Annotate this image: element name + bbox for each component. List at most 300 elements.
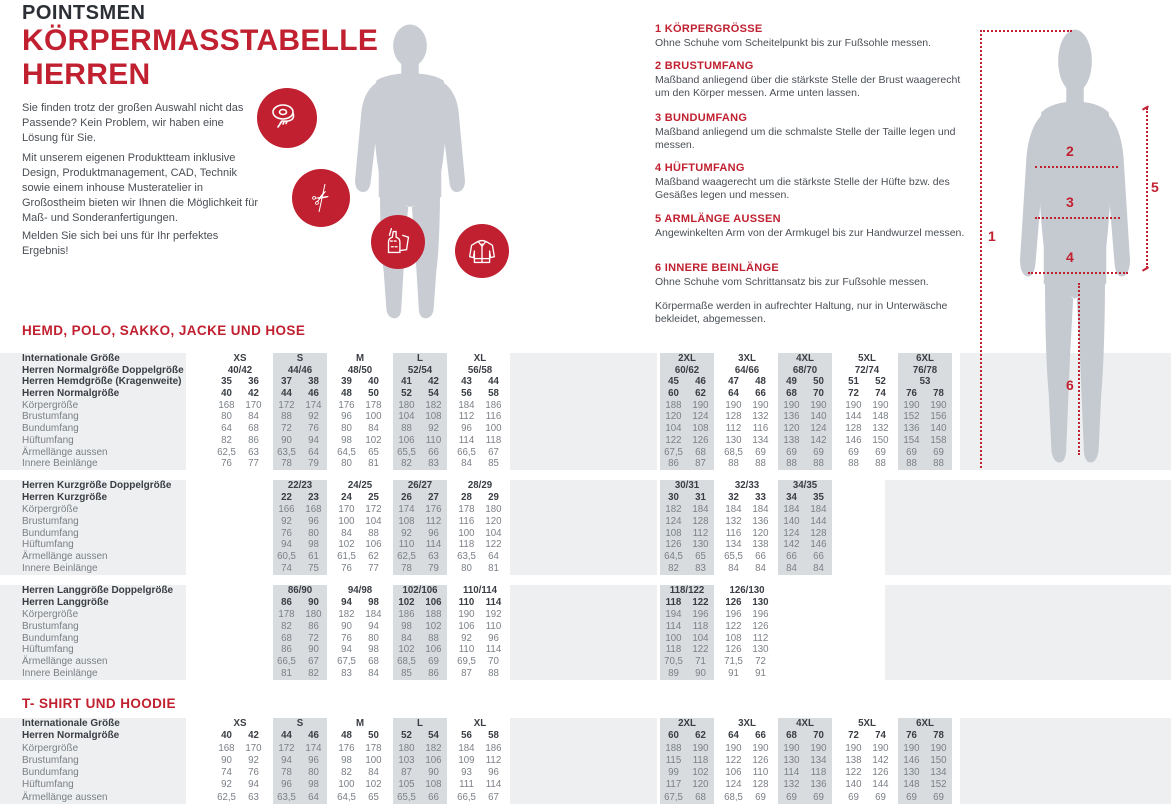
table-cell [393,504,447,516]
table-cell [453,609,507,621]
table-value: 122 [665,434,682,446]
table-value: 84 [461,458,472,470]
table-row-label: Hüftumfang [22,539,74,551]
table-cell: 34/35 [792,480,818,491]
table-cell [840,435,894,447]
table-cell [720,504,774,516]
table-cell [720,668,774,680]
table-cell [333,458,387,470]
table-value: 100 [365,754,382,766]
table-value: 184 [783,503,800,515]
table-value: 86 [281,596,292,608]
table-cell [720,792,774,804]
table-value: 69,5 [457,656,476,668]
table-value: 190 [458,608,475,620]
table-value: 82 [341,767,352,779]
table-value: 69 [848,791,859,803]
table-value: 120 [485,515,502,527]
table-cell [393,539,447,551]
table-value: 84 [248,411,259,423]
table-size-column [333,585,387,680]
table-value: 83 [428,458,439,470]
table-value: 79 [308,458,319,470]
table-cell [778,423,832,435]
table-size-column [660,353,714,470]
table-cell [660,551,714,563]
table-value: 98 [341,434,352,446]
table-value: 66 [755,551,766,563]
table-value: 184 [692,503,709,515]
table-value: 37 [281,376,292,388]
table-size-column [778,718,832,804]
instruction-text: Maßband waagerecht um die stärkste Stelle der Hüfte bzw. des Gesäßes legen und messen. [655,176,950,201]
table-size-column [213,353,267,470]
table-cell [660,743,714,755]
table-cell: 118/122 [669,585,705,596]
table-cell [660,423,714,435]
table-size-column [660,585,714,680]
table-cell [840,458,894,470]
table-size-column [273,353,327,470]
table-value: 69 [813,446,824,458]
table-value: 166 [278,503,295,515]
table-row-label: Herren Kurzgröße Doppelgröße [22,480,172,491]
table-value: 64 [488,551,499,563]
table-size-column [333,353,387,470]
table-value: 68 [695,791,706,803]
table-value: 86 [281,644,292,656]
table-value: 69 [848,446,859,458]
table-cell [660,492,714,504]
table-cell [393,458,447,470]
table-value: 114 [485,779,502,791]
table-value: 94 [308,434,319,446]
table-value: 174 [305,399,322,411]
table-value: 54 [428,730,439,742]
table-value: 196 [692,608,709,620]
table-cell [453,668,507,680]
table-value: 50 [368,388,379,400]
table-value: 126 [872,767,889,779]
table-cell: 40/42 [227,364,253,376]
table-value: 86 [668,458,679,470]
table-value: 152 [930,779,947,791]
table-cell: 72/74 [854,364,880,376]
table-cell [333,609,387,621]
table-value: 100 [338,779,355,791]
table-cell [333,528,387,540]
table-cell: 60/62 [674,364,700,376]
table-cell [213,767,267,779]
table-value: 42 [248,388,259,400]
table-value: 69 [755,446,766,458]
table-value: 100 [458,527,475,539]
table-value: 100 [338,515,355,527]
table-cell [453,656,507,668]
measure-line-height [980,30,982,468]
table-label-column [0,353,240,470]
table-size-column [720,353,774,470]
table-value: 75 [308,563,319,575]
table-cell [333,400,387,412]
table-value: 29 [488,491,499,503]
table-value: 76 [248,767,259,779]
table-cell: 3XL [738,353,756,364]
table-value: 85 [488,458,499,470]
table-value: 88 [755,458,766,470]
table-cell [720,376,774,388]
table-value: 88 [786,458,797,470]
table-row-label: Brustumfang [22,754,79,766]
table-cell [720,644,774,656]
table-value: 104 [485,527,502,539]
table-value: 132 [752,411,769,423]
instruction-title: 2 BRUSTUMFANG [655,60,754,72]
table-cell [898,447,952,459]
table-value: 170 [245,742,262,754]
table-cell [660,376,714,388]
measure-line-hip [1028,272,1128,274]
instruction-title: 6 INNERE BEINLÄNGE [655,262,779,274]
table-value: 112 [752,632,769,644]
table-cell [720,411,774,423]
table-value: 31 [695,491,706,503]
table-cell [720,633,774,645]
table-cell [273,563,327,575]
table-value: 188 [665,742,682,754]
table-value: 134 [810,754,827,766]
table-cell: 44/46 [287,364,313,376]
table-cell [720,656,774,668]
table-value: 144 [845,411,862,423]
table-value: 184 [365,608,382,620]
table-cell [393,423,447,435]
table-cell [453,400,507,412]
table-value: 83 [341,668,352,680]
table-value: 80 [308,527,319,539]
table-value: 67,5 [664,446,683,458]
table-value: 48 [341,730,352,742]
table-cell [660,730,714,742]
table-value: 86 [248,434,259,446]
table-value: 84 [728,563,739,575]
table-row-label: Herren Normalgröße [22,730,120,742]
table-cell [393,516,447,528]
table-value: 82 [308,668,319,680]
table-cell [393,528,447,540]
table-value: 33 [755,491,766,503]
table-value: 88 [281,411,292,423]
table-cell [333,551,387,563]
table-cell [453,779,507,791]
table-cell [660,528,714,540]
table-value: 80 [368,632,379,644]
table-value: 88 [368,527,379,539]
table-band [885,480,1171,575]
table-value: 84 [341,527,352,539]
table-value: 92 [221,779,232,791]
table-cell [660,388,714,400]
table-cell [393,656,447,668]
table-value: 70 [488,656,499,668]
table-cell: 6XL [916,718,934,729]
table-size-column [453,585,507,680]
table-value: 190 [810,399,827,411]
table-value: 26 [401,491,412,503]
table-cell [453,492,507,504]
table-label-column [0,718,240,804]
table-value: 35 [221,376,232,388]
table-value: 76 [221,458,232,470]
table-size-column [333,718,387,804]
table-cell [273,668,327,680]
instruction-text: Maßband anliegend über die stärkste Stelle der Brust waagerecht um den Körper messen. Arme unten lassen. [655,74,961,99]
table-cell [840,730,894,742]
table-cell [333,792,387,804]
table-cell [213,730,267,742]
table-value: 190 [845,742,862,754]
table-title: T- SHIRT UND HOODIE [22,696,176,711]
table-value: 52 [401,730,412,742]
table-cell [213,376,267,388]
table-value: 190 [783,742,800,754]
table-value: 102 [425,620,442,632]
table-value: 46 [308,388,319,400]
table-cell [720,516,774,528]
table-cell [660,668,714,680]
table-cell [393,633,447,645]
table-value: 111 [459,779,474,791]
table-cell [453,458,507,470]
table-value: 49 [786,376,797,388]
table-label-column [0,480,240,575]
table-value: 38 [308,376,319,388]
table-cell [778,551,832,563]
table-value: 70,5 [664,656,683,668]
instruction-item [655,213,977,240]
table-value: 74 [875,730,886,742]
table-value: 190 [783,399,800,411]
table-value: 122 [692,644,709,656]
table-value: 94 [368,620,379,632]
table-value: 67 [308,656,319,668]
table-cell [273,551,327,563]
table-value: 100 [665,632,682,644]
table-value: 43 [461,376,472,388]
table-cell [273,755,327,767]
table-value: 78 [281,767,292,779]
table-cell: 5XL [858,718,876,729]
table-value: 188 [665,399,682,411]
table-cell [898,779,952,791]
table-value: 114 [458,434,475,446]
table-value: 44 [488,376,499,388]
table-cell: 52/54 [407,364,433,376]
table-value: 87 [695,458,706,470]
page-title-line2: HERREN [22,58,151,91]
table-cell [333,435,387,447]
table-cell [333,388,387,400]
table-value: 98 [308,779,319,791]
table-value: 63 [248,446,259,458]
table-value: 62,5 [397,551,416,563]
table-cell [720,492,774,504]
table-cell [273,539,327,551]
table-value: 98 [308,539,319,551]
table-value: 68 [786,730,797,742]
table-value: 40 [221,388,232,400]
table-value: 108 [692,423,709,435]
table-block [0,353,1171,470]
measure-line-head-connector [980,30,1072,32]
table-band [960,718,1171,804]
table-value: 50 [813,376,824,388]
table-size-column [393,585,447,680]
table-size-column [660,718,714,804]
table-value: 170 [245,399,262,411]
table-value: 146 [810,539,827,551]
table-cell [660,400,714,412]
table-cell [273,492,327,504]
instruction-title: 5 ARMLÄNGE AUSSEN [655,213,781,225]
table-cell [720,423,774,435]
table-cell [213,743,267,755]
table-cell [333,644,387,656]
table-value: 172 [278,399,295,411]
table-value: 128 [810,527,827,539]
table-cell [778,743,832,755]
table-value: 68 [248,423,259,435]
table-value: 110 [752,767,769,779]
table-value: 82 [281,620,292,632]
table-value: 106 [398,434,415,446]
table-value: 54 [428,388,439,400]
table-value: 69 [813,791,824,803]
table-value: 190 [692,742,709,754]
table-value: 118 [665,596,682,608]
feature-circle [292,169,350,227]
table-cell [778,504,832,516]
table-value: 138 [783,434,800,446]
table-value: 110 [458,596,475,608]
table-cell [660,633,714,645]
table-value: 120 [665,411,682,423]
table-value: 69 [786,791,797,803]
table-cell [273,435,327,447]
table-cell [720,539,774,551]
table-cell [213,779,267,791]
table-cell [333,656,387,668]
table-value: 68 [281,632,292,644]
table-value: 136 [903,423,920,435]
table-row-label: Ärmellänge aussen [22,551,108,563]
table-cell [660,458,714,470]
table-cell [840,411,894,423]
table-value: 108 [665,527,682,539]
table-value: 178 [278,608,295,620]
table-value: 186 [485,742,502,754]
table-value: 126 [665,539,682,551]
table-value: 122 [845,767,862,779]
table-value: 108 [425,411,442,423]
table-cell: 4XL [796,718,814,729]
table-value: 65,5 [724,551,743,563]
table-value: 80 [221,411,232,423]
figure-marker-2: 2 [1066,143,1074,159]
table-value: 36 [248,376,259,388]
measurement-body-silhouette [1000,26,1150,468]
table-value: 69 [906,446,917,458]
table-value: 80 [461,563,472,575]
table-cell: M [355,353,365,364]
table-value: 124 [810,423,827,435]
table-band [510,718,657,804]
table-value: 76 [308,423,319,435]
table-value: 40 [368,376,379,388]
sewing-pattern-icon [379,223,417,261]
table-value: 196 [725,608,742,620]
table-value: 140 [783,515,800,527]
table-value: 66,5 [457,791,476,803]
table-cell [333,621,387,633]
table-value: 109 [458,754,475,766]
table-cell [898,400,952,412]
table-value: 126 [725,644,742,656]
table-value: 63,5 [457,551,476,563]
table-value: 190 [725,742,742,754]
table-value: 182 [425,399,442,411]
table-block [0,480,1171,575]
table-cell [273,458,327,470]
table-value: 126 [692,434,709,446]
table-value: 110 [425,434,442,446]
table-value: 178 [365,742,382,754]
svg-text:✂: ✂ [307,184,335,213]
table-value: 130 [692,539,709,551]
figure-marker-5: 5 [1151,179,1159,195]
table-cell [898,730,952,742]
table-value: 78 [933,388,944,400]
table-cell [453,597,507,609]
table-size-column [660,480,714,575]
table-cell [840,779,894,791]
table-value: 138 [752,539,769,551]
table-value: 65 [695,551,706,563]
table-cell: 68/70 [792,364,818,376]
table-block [0,585,1171,680]
table-value: 51 [848,376,859,388]
table-value: 136 [810,779,827,791]
table-value: 66 [755,388,766,400]
table-row-label: Herren Langgröße [22,596,109,608]
table-value: 174 [398,503,415,515]
table-cell [720,609,774,621]
table-cell [393,730,447,742]
table-size-column [453,353,507,470]
table-value: 120 [752,527,769,539]
table-size-column [898,718,952,804]
table-value: 124 [692,411,709,423]
table-value: 122 [725,754,742,766]
table-row-label: Brustumfang [22,411,79,423]
table-cell [778,400,832,412]
table-size-column [213,718,267,804]
table-value: 192 [485,608,502,620]
table-value: 88 [848,458,859,470]
table-value: 69 [786,446,797,458]
table-value: 98 [401,620,412,632]
instruction-item [655,112,977,152]
